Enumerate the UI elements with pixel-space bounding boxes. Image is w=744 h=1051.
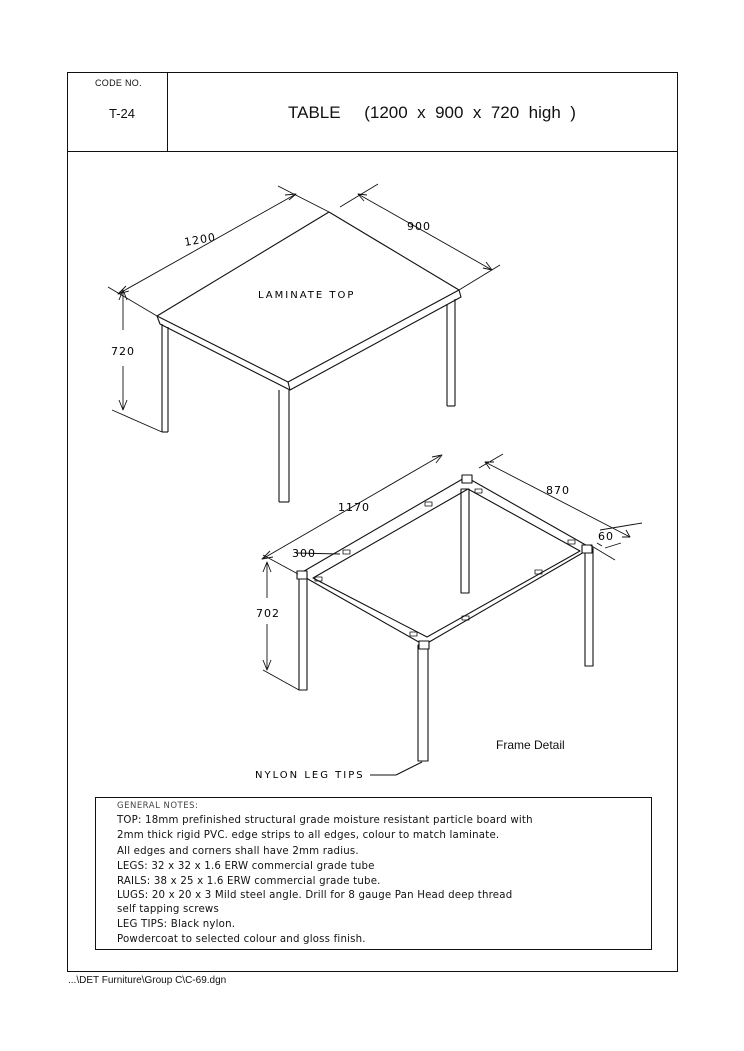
- leg-tips-label: NYLON LEG TIPS: [255, 770, 365, 781]
- note-line: 2mm thick rigid PVC. edge strips to all edges, colour to match laminate.: [117, 830, 500, 841]
- note-line: LEGS: 32 x 32 x 1.6 ERW commercial grade tube: [117, 861, 375, 872]
- frame-dim-offset: 300: [292, 547, 316, 560]
- note-line: RAILS: 38 x 25 x 1.6 ERW commercial grade tube.: [117, 876, 381, 887]
- code-label: CODE NO.: [95, 78, 142, 88]
- frame-dim-width: 870: [546, 484, 570, 497]
- drawing-title: TABLE (1200 x 900 x 720 high ): [288, 103, 576, 122]
- frame-isometric: [297, 475, 593, 775]
- note-line: TOP: 18mm prefinished structural grade moisture resistant particle board with: [117, 815, 533, 826]
- general-notes: [95, 797, 652, 950]
- frame-dim-length: 1170: [338, 501, 370, 514]
- laminate-top-label: LAMINATE TOP: [258, 290, 356, 301]
- table-isometric: [157, 212, 461, 502]
- frame-detail-caption: Frame Detail: [496, 738, 565, 752]
- frame-dim-height: 702: [256, 607, 280, 620]
- table-dim-length: 1200: [183, 230, 218, 249]
- table-dim-width: 900: [407, 220, 431, 233]
- note-line: Powdercoat to selected colour and gloss finish.: [117, 934, 366, 945]
- note-line: self tapping screws: [117, 904, 219, 915]
- notes-heading: GENERAL NOTES:: [117, 801, 199, 811]
- frame-dim-small: 60: [598, 530, 614, 543]
- note-line: LUGS: 20 x 20 x 3 Mild steel angle. Drill for 8 gauge Pan Head deep thread: [117, 890, 513, 901]
- table-dim-height: 720: [111, 345, 135, 358]
- file-path: ...\DET Furniture\Group C\C-69.dgn: [68, 975, 227, 986]
- code-value: T-24: [109, 106, 136, 121]
- note-line: All edges and corners shall have 2mm radius.: [117, 846, 359, 857]
- note-line: LEG TIPS: Black nylon.: [117, 919, 236, 930]
